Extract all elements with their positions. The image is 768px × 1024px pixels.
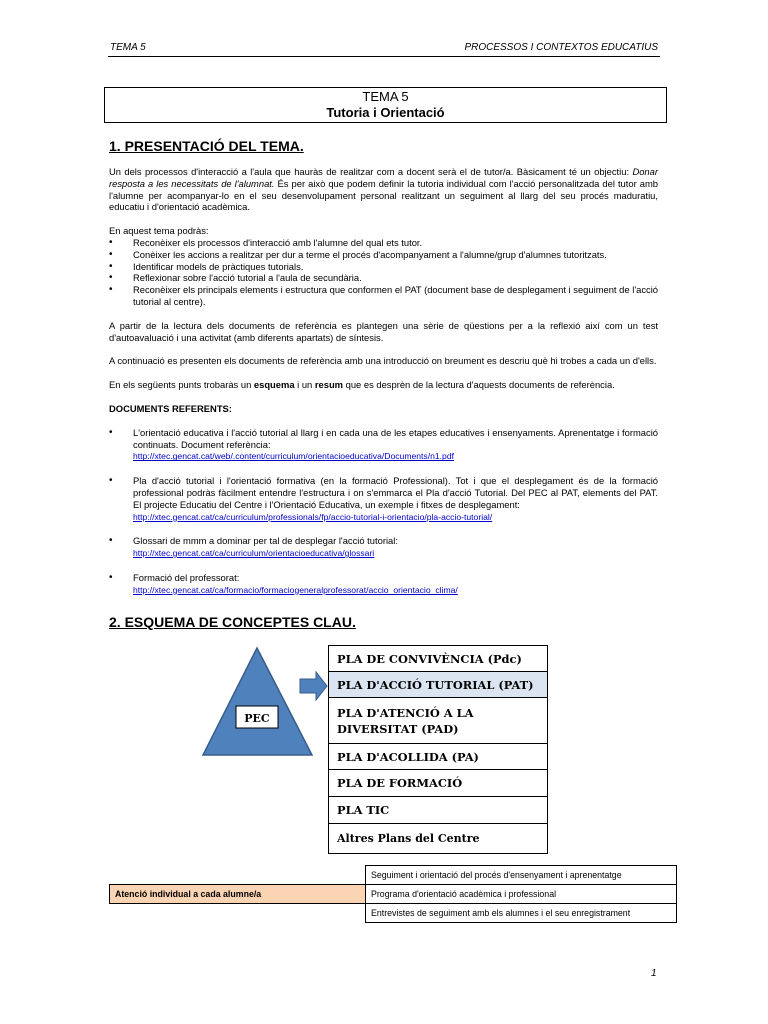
paragraph-2: A partir de la lectura dels documents de referència es plantegen una sèrie de qüestions per a la reflexió així com un test d'autoavaluació i una activitat (amb diferents apartats) de síntesis. xyxy=(109,319,658,343)
doc-link[interactable]: http://xtec.gencat.cat/ca/curriculum/professionals/fp/accio-tutorial-i-orientacio/pla-accio-tutorial/ xyxy=(133,511,493,522)
table-row xyxy=(110,866,677,885)
attention-table xyxy=(109,865,677,923)
goal-item: • Reconèixer els processos d'interacció amb l'alumne del qual ets tutor. xyxy=(109,237,658,249)
table-cell: Entrevistes de seguiment amb els alumnes i el seu enregistrament xyxy=(366,904,677,923)
pec-label: PEC xyxy=(244,712,270,725)
plan-item-highlighted: PLA D'ACCIÓ TUTORIAL (PAT) xyxy=(329,672,547,698)
doc-text: Formació del professorat: xyxy=(133,571,240,583)
goals-list xyxy=(109,237,658,308)
docs-list xyxy=(109,427,658,597)
header-right: PROCESSOS I CONTEXTOS EDUCATIUS xyxy=(464,42,658,53)
goal-item: • Conèixer les accions a realitzar per dur a terme el procés d'acompanyament a l'alumne/grup d'alumnes tutoritzats. xyxy=(109,249,658,261)
goal-item: • Identificar models de pràctiques tutorials. xyxy=(109,261,658,273)
doc-link[interactable]: http://xtec.gencat.cat/ca/formacio/formaciogeneralprofessorat/accio_orientacio_clima/ xyxy=(133,584,458,595)
plan-item: PLA D'ATENCIÓ A LA DIVERSITAT (PAD) xyxy=(329,698,547,744)
doc-link[interactable]: http://xtec.gencat.cat/web/.content/curriculum/orientacioeducativa/Documents/n1.pdf xyxy=(133,451,455,462)
right-arrow-icon xyxy=(300,672,327,700)
title-line1: TEMA 5 xyxy=(362,89,409,104)
plan-item: PLA DE CONVIVÈNCIA (Pdc) xyxy=(329,646,547,672)
intro-paragraph xyxy=(109,166,658,213)
intro-text-b: És per això que podem definir la tutoria individual com l'acció personalitzada del tutor amb l'alumne per acompanyar-lo en el seu desenvolupament personal realitzant un seguiment al llarg del seu procés maduratiu, educatiu i d'orientació acadèmica. xyxy=(109,177,658,213)
doc-item xyxy=(109,572,658,597)
para4-bold-resum: resum xyxy=(314,379,344,391)
plan-item: PLA D'ACOLLIDA (PA) xyxy=(329,744,547,770)
table-cell-empty xyxy=(110,904,366,923)
doc-text: Pla d'acció tutorial i l'orientació formativa (en la formació Professional). Tot i que el desplegament és de la formació professional podràs fàcilment entendre l'estructura i on s'emmarca el Pla d'acció Tutorial. Del PEC al PAT, elements del PAT. El projecte Educatiu del Centre i l'Orientació Educativa, un exemple i fitxes de desplegament: xyxy=(133,475,658,510)
plan-item: PLA DE FORMACIÓ xyxy=(329,770,547,797)
para4-text-mid: i un xyxy=(294,379,315,391)
section1-body xyxy=(109,166,658,597)
paragraph-4 xyxy=(109,379,658,391)
goal-item: • Reconèixer els principals elements i estructura que conformen el PAT (document base de desplegament i seguiment de l'acció tutorial al centre). xyxy=(109,284,658,308)
table-cell: Seguiment i orientació del procés d'ensenyament i aprenentatge xyxy=(366,866,677,885)
doc-item xyxy=(109,475,658,523)
para4-bold-esquema: esquema xyxy=(253,379,295,391)
intro-text-a: Un dels processos d'interacció a l'aula que hauràs de realitzar com a docent serà el de tutor/a. Bàsicament té un objectiu: xyxy=(109,166,633,177)
doc-text: L'orientació educativa i l'acció tutorial al llarg i en cada una de les etapes educatives i ensenyaments. Aprenentatge i formació continuats. Document referència: xyxy=(133,426,658,450)
table-cell-empty xyxy=(110,866,366,885)
page-number: 1 xyxy=(651,968,657,979)
table-cell-highlighted: Atenció individual a cada alumne/a xyxy=(110,885,366,904)
title-box xyxy=(104,87,667,123)
pec-diagram xyxy=(200,645,328,760)
title-line2: Tutoria i Orientació xyxy=(326,105,445,120)
doc-item xyxy=(109,427,658,463)
table-row xyxy=(110,904,677,923)
paragraph-3: A continuació es presenten els documents de referència amb una introducció on breument es descriu què hi trobes a cada un d'ells. xyxy=(109,355,657,367)
section2-heading: 2. ESQUEMA DE CONCEPTES CLAU. xyxy=(109,614,356,630)
para4-text-a: En els següents punts trobaràs un xyxy=(109,379,254,391)
doc-item xyxy=(109,535,658,560)
doc-text: Glossari de mmm a dominar per tal de desplegar l'acció tutorial: xyxy=(133,535,398,547)
header-left: TEMA 5 xyxy=(110,42,146,53)
docs-heading: DOCUMENTS REFERENTS: xyxy=(109,402,232,414)
table-row xyxy=(110,885,677,904)
header-rule xyxy=(108,56,660,57)
para4-text-c: que es desprèn de la lectura d'aquests documents de referència. xyxy=(343,379,615,391)
pec-pyramid-shape xyxy=(203,648,312,755)
table-cell: Programa d'orientació acadèmica i professional xyxy=(366,885,677,904)
plan-item: PLA TIC xyxy=(329,797,547,824)
intro-emphasis: Donar resposta a les necessitats de l'alumnat. xyxy=(109,166,658,189)
section1-heading: 1. PRESENTACIÓ DEL TEMA. xyxy=(109,138,304,154)
goal-item: • Reflexionar sobre l'acció tutorial a l'aula de secundària. xyxy=(109,272,658,284)
doc-link[interactable]: http://xtec.gencat.cat/ca/curriculum/orientacioeducativa/glossari xyxy=(133,548,375,559)
goals-intro: En aquest tema podràs: xyxy=(109,225,209,237)
plan-item: Altres Plans del Centre xyxy=(329,824,547,854)
plans-list xyxy=(328,645,548,854)
